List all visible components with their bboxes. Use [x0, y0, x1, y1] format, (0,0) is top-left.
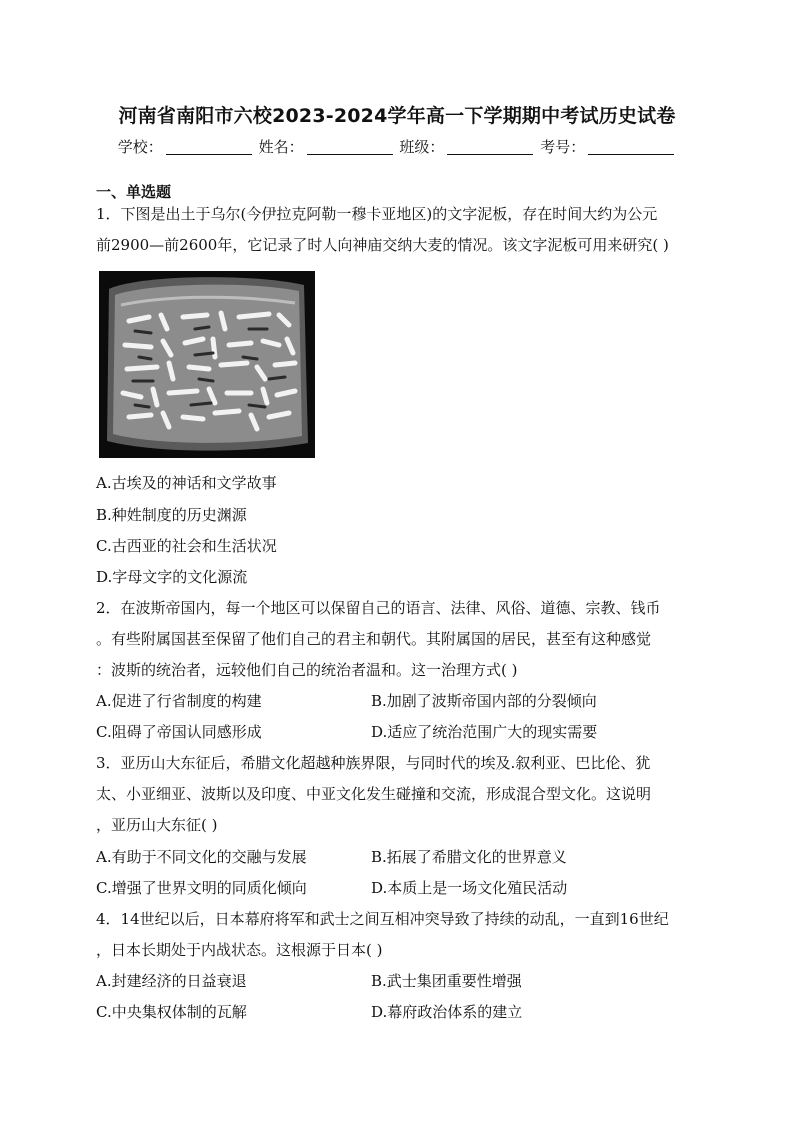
question-2-option-d[interactable]: D.适应了统治范围广大的现实需要	[371, 723, 598, 741]
question-3-option-d[interactable]: D.本质上是一场文化殖民活动	[371, 879, 568, 897]
clay-tablet-image	[99, 271, 315, 458]
number-blank	[588, 140, 674, 155]
section-heading: 一、单选题	[96, 183, 172, 201]
question-1-line-2: 前2900—前2600年，它记录了时人向神庙交纳大麦的情况。该文字泥板可用来研究( )	[96, 236, 669, 254]
student-info-row	[0, 136, 794, 157]
question-2-line-1: 2．在波斯帝国内，每一个地区可以保留自己的语言、法律、风俗、道德、宗教、钱币	[96, 599, 661, 617]
question-2-line-2: 。有些附属国甚至保留了他们自己的君主和朝代。其附属国的居民，甚至有这种感觉	[96, 630, 652, 648]
school-label: 学校：	[117, 138, 163, 156]
school-blank	[166, 140, 252, 155]
question-4-option-d[interactable]: D.幕府政治体系的建立	[371, 1003, 523, 1021]
class-blank	[447, 140, 533, 155]
question-1-option-d[interactable]: D.字母文字的文化源流	[96, 568, 248, 586]
question-3-line-2: 太、小亚细亚、波斯以及印度、中亚文化发生碰撞和交流，形成混合型文化。这说明	[96, 785, 652, 803]
question-4-line-2: ，日本长期处于内战状态。这根源于日本( )	[96, 941, 383, 959]
question-2-option-c[interactable]: C.阻碍了帝国认同感形成	[96, 723, 262, 741]
number-label: 考号：	[540, 138, 586, 156]
question-1-option-a[interactable]: A.古埃及的神话和文学故事	[96, 474, 277, 492]
question-3-option-c[interactable]: C.增强了世界文明的同质化倾向	[96, 879, 307, 897]
question-3-line-1: 3．亚历山大东征后，希腊文化超越种族界限，与同时代的埃及.叙利亚、巴比伦、犹	[96, 754, 651, 772]
question-3-line-3: ，亚历山大东征( )	[96, 816, 218, 834]
question-3-option-a[interactable]: A.有助于不同文化的交融与发展	[96, 848, 307, 866]
name-label: 姓名：	[258, 138, 304, 156]
question-1-option-b[interactable]: B.种姓制度的历史渊源	[96, 506, 247, 524]
name-blank	[307, 140, 393, 155]
question-4-option-b[interactable]: B.武士集团重要性增强	[371, 972, 522, 990]
question-1-line-1: 1．下图是出土于乌尔(今伊拉克阿勒一穆卡亚地区)的文字泥板，存在时间大约为公元	[96, 205, 658, 223]
question-1-option-c[interactable]: C.古西亚的社会和生活状况	[96, 537, 277, 555]
question-3-option-b[interactable]: B.拓展了希腊文化的世界意义	[371, 848, 567, 866]
question-4-option-c[interactable]: C.中央集权体制的瓦解	[96, 1003, 247, 1021]
question-4-option-a[interactable]: A.封建经济的日益衰退	[96, 972, 247, 990]
question-2-line-3: ：波斯的统治者，远较他们自己的统治者温和。这一治理方式( )	[96, 661, 518, 679]
question-2-option-b[interactable]: B.加剧了波斯帝国内部的分裂倾向	[371, 692, 597, 710]
question-2-option-a[interactable]: A.促进了行省制度的构建	[96, 692, 262, 710]
exam-title: 河南省南阳市六校2023-2024学年高一下学期期中考试历史试卷	[118, 105, 676, 127]
question-4-line-1: 4．14世纪以后，日本幕府将军和武士之间互相冲突导致了持续的动乱，一直到16世纪	[96, 910, 669, 928]
class-label: 班级：	[399, 138, 445, 156]
